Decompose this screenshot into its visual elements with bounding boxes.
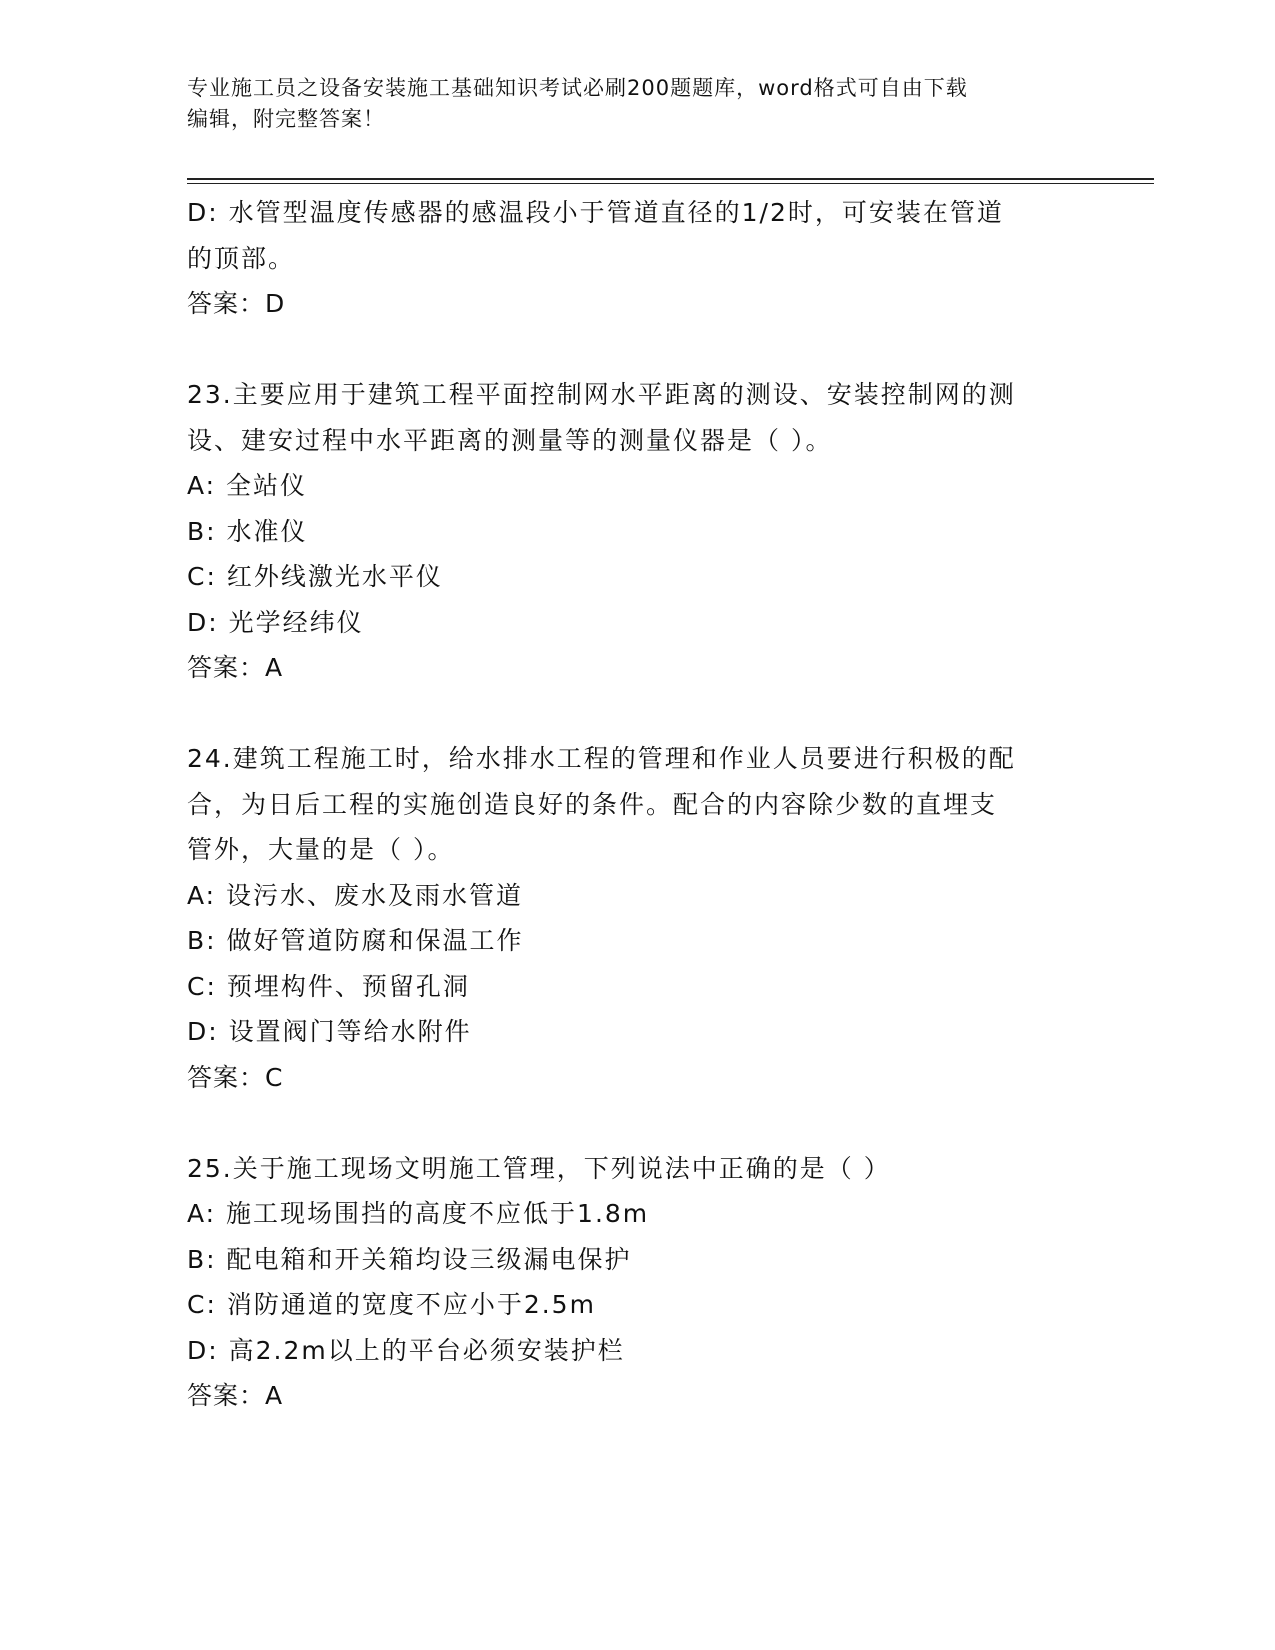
question-25 xyxy=(187,1146,1087,1419)
option-a: A: 全站仪 xyxy=(187,471,308,500)
header-line-1: 专业施工员之设备安装施工基础知识考试必刷200题题库，word格式可自由下载 xyxy=(187,76,968,100)
option-b: B: 配电箱和开关箱均设三级漏电保护 xyxy=(187,1244,632,1274)
question-stem: 24.建筑工程施工时，给水排水工程的管理和作业人员要进行积极的配 xyxy=(187,744,1016,773)
option-d: D: 水管型温度传感器的感温段小于管道直径的1/2时，可安装在管道 xyxy=(187,198,1004,227)
header-divider-thin xyxy=(187,183,1154,184)
question-22-continuation xyxy=(187,190,1087,327)
answer: 答案：D xyxy=(187,289,286,318)
option-c: C: 预埋构件、预留孔洞 xyxy=(187,971,470,1001)
answer: 答案：C xyxy=(187,1062,284,1092)
question-stem-continuation: 合，为日后工程的实施创造良好的条件。配合的内容除少数的直埋支 xyxy=(187,789,998,819)
option-c: C: 红外线激光水平仪 xyxy=(187,562,443,591)
option-a: A: 设污水、废水及雨水管道 xyxy=(187,880,524,910)
question-stem: 23.主要应用于建筑工程平面控制网水平距离的测设、安装控制网的测 xyxy=(187,380,1016,409)
question-stem-continuation: 设、建安过程中水平距离的测量等的测量仪器是（ ）。 xyxy=(187,425,833,455)
question-24 xyxy=(187,736,1087,1100)
question-stem: 25.关于施工现场文明施工管理，下列说法中正确的是（ ） xyxy=(187,1153,891,1183)
document-body xyxy=(187,190,1087,1419)
option-c: C: 消防通道的宽度不应小于2.5m xyxy=(187,1290,596,1319)
option-b: B: 水准仪 xyxy=(187,516,308,546)
question-23 xyxy=(187,372,1087,691)
header-divider-thick xyxy=(187,178,1154,180)
option-d: D: 设置阀门等给水附件 xyxy=(187,1017,472,1046)
option-d: D: 光学经纬仪 xyxy=(187,607,364,637)
option-b: B: 做好管道防腐和保温工作 xyxy=(187,926,524,955)
option-d: D: 高2.2m以上的平台必须安装护栏 xyxy=(187,1335,625,1365)
answer: 答案：A xyxy=(187,653,284,682)
option-d-continuation: 的顶部。 xyxy=(187,243,296,273)
question-stem-continuation: 管外，大量的是（ ）。 xyxy=(187,835,455,864)
header-line-2: 编辑，附完整答案！ xyxy=(187,107,385,131)
answer: 答案：A xyxy=(187,1381,284,1410)
document-header xyxy=(187,73,1067,135)
option-a: A: 施工现场围挡的高度不应低于1.8m xyxy=(187,1199,650,1228)
